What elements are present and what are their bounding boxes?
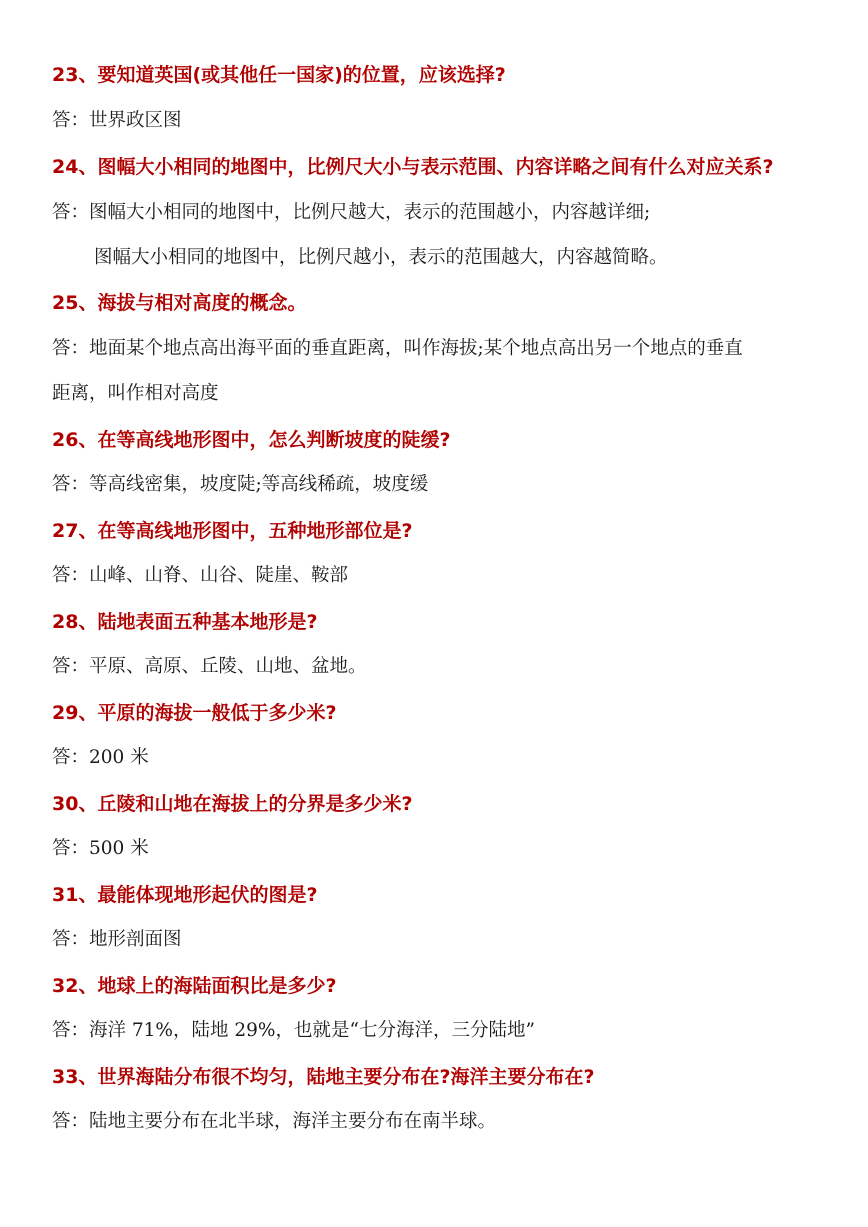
question-28: 28、陆地表面五种基本地形是? bbox=[52, 611, 318, 633]
question-30: 30、丘陵和山地在海拔上的分界是多少米? bbox=[52, 793, 413, 815]
question-31: 31、最能体现地形起伏的图是? bbox=[52, 884, 318, 906]
question-32: 32、地球上的海陆面积比是多少? bbox=[52, 975, 337, 997]
answer-23: 答：世界政区图 bbox=[52, 110, 182, 131]
answer-30: 答：500 米 bbox=[52, 838, 149, 859]
answer-25-line-2: 距离，叫作相对高度 bbox=[52, 383, 219, 404]
question-33: 33、世界海陆分布很不均匀，陆地主要分布在?海洋主要分布在? bbox=[52, 1066, 595, 1088]
answer-31: 答：地形剖面图 bbox=[52, 929, 182, 950]
answer-32: 答：海洋 71%，陆地 29%，也就是“七分海洋，三分陆地” bbox=[52, 1020, 535, 1041]
answer-25-line-1: 答：地面某个地点高出海平面的垂直距离，叫作海拔;某个地点高出另一个地点的垂直 bbox=[52, 338, 743, 359]
answer-28: 答：平原、高原、丘陵、山地、盆地。 bbox=[52, 656, 367, 677]
answer-24-line-1: 答：图幅大小相同的地图中，比例尺越大，表示的范围越小，内容越详细; bbox=[52, 202, 651, 223]
question-29: 29、平原的海拔一般低于多少米? bbox=[52, 702, 337, 724]
answer-33: 答：陆地主要分布在北半球，海洋主要分布在南半球。 bbox=[52, 1111, 497, 1132]
question-23: 23、要知道英国(或其他任一国家)的位置，应该选择? bbox=[52, 64, 506, 86]
answer-24-line-2: 图幅大小相同的地图中，比例尺越小，表示的范围越大，内容越简略。 bbox=[94, 247, 668, 268]
answer-29: 答：200 米 bbox=[52, 747, 149, 768]
answer-27: 答：山峰、山脊、山谷、陡崖、鞍部 bbox=[52, 565, 349, 586]
question-25: 25、海拔与相对高度的概念。 bbox=[52, 292, 307, 314]
answer-26: 答：等高线密集，坡度陡;等高线稀疏，坡度缓 bbox=[52, 474, 429, 495]
question-24: 24、图幅大小相同的地图中，比例尺大小与表示范围、内容详略之间有什么对应关系? bbox=[52, 156, 774, 178]
question-27: 27、在等高线地形图中，五种地形部位是? bbox=[52, 520, 413, 542]
question-26: 26、在等高线地形图中，怎么判断坡度的陡缓? bbox=[52, 429, 451, 451]
